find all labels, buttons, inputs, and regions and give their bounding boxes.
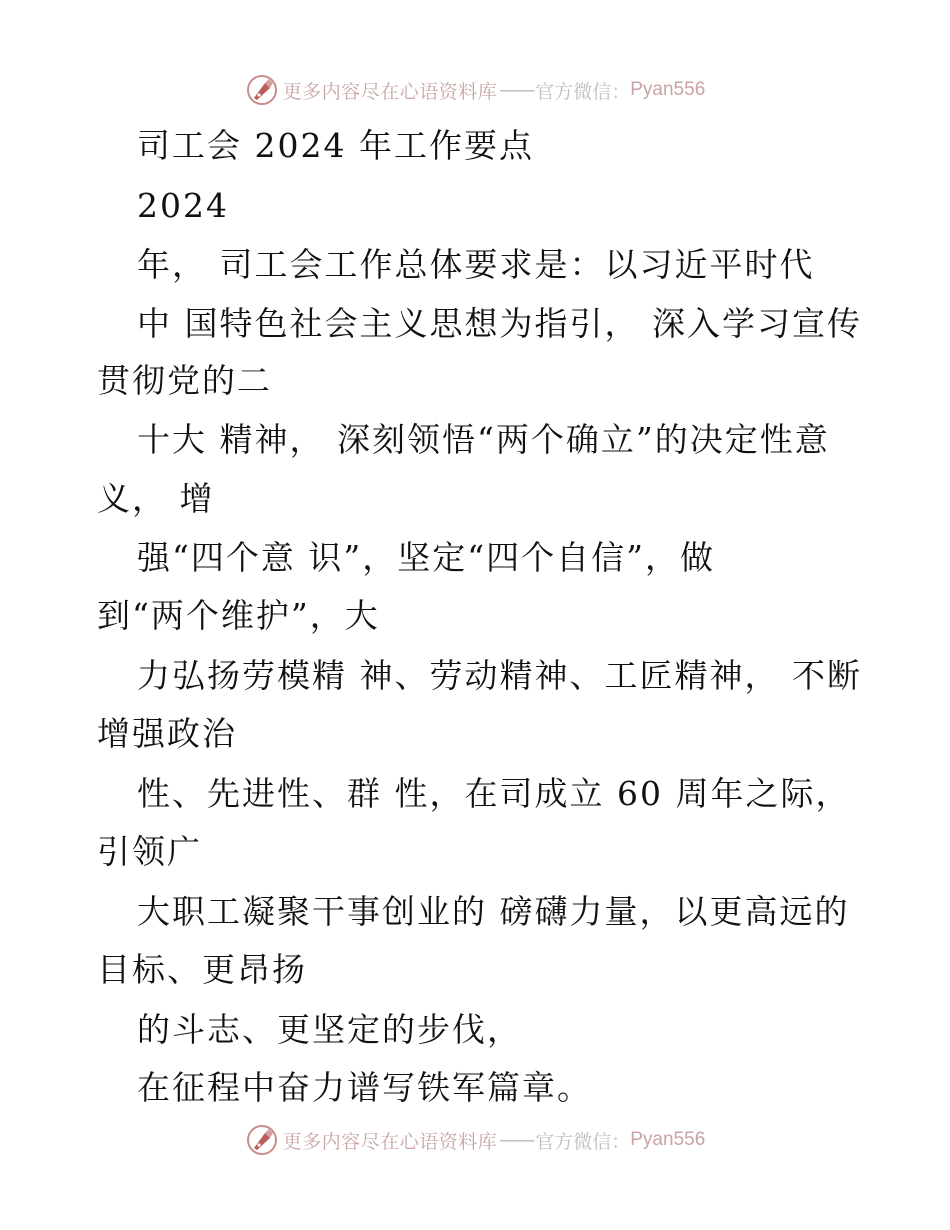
watermark-account-id: Pyan556 — [630, 79, 706, 100]
text-line: 的斗志、更坚定的步伐， — [137, 1010, 522, 1049]
text-line: 年， 司工会工作总体要求是：以习近平时代 — [137, 245, 815, 284]
pen-nib-logo-icon — [245, 1123, 279, 1157]
text-line: 十大 精神， 深刻领悟“两个确立”的决定性意 — [137, 420, 830, 459]
text-line: 增强政治 — [97, 714, 237, 753]
text-line: 2024 — [137, 186, 229, 225]
text-line: 中 国特色社会主义思想为指引， 深入学习宣传 — [137, 304, 862, 343]
document-title: 司工会 2024 年工作要点 — [137, 126, 534, 165]
text-line: 大职工凝聚干事创业的 磅礴力量，以更高远的 — [137, 892, 850, 931]
watermark-separator: —— — [499, 1129, 534, 1151]
text-line: 力弘扬劳模精 神、劳动精神、工匠精神， 不断 — [137, 656, 862, 695]
watermark-official-label: 官方微信： — [535, 80, 631, 103]
header-watermark — [0, 70, 950, 110]
text-line: 引领广 — [97, 832, 202, 871]
watermark-account-id: Pyan556 — [630, 1129, 706, 1150]
watermark-main-text: 更多内容尽在心语资料库 — [282, 80, 498, 103]
pen-nib-logo-icon — [245, 73, 279, 107]
watermark-separator: —— — [499, 79, 534, 101]
text-line: 强“四个意 识”，坚定“四个自信”，做 — [137, 538, 715, 577]
text-line: 性、先进性、群 性，在司成立 60 周年之际， — [137, 774, 851, 813]
text-line: 在征程中奋力谱写铁军篇章。 — [137, 1068, 592, 1107]
text-line: 义， 增 — [97, 479, 215, 518]
text-line: 到“两个维护”，大 — [97, 596, 380, 635]
text-line: 贯彻党的二 — [97, 361, 272, 400]
watermark-official-label: 官方微信： — [535, 1130, 631, 1153]
text-line: 目标、更昂扬 — [97, 950, 307, 989]
watermark-main-text: 更多内容尽在心语资料库 — [282, 1130, 498, 1153]
footer-watermark — [0, 1120, 950, 1160]
